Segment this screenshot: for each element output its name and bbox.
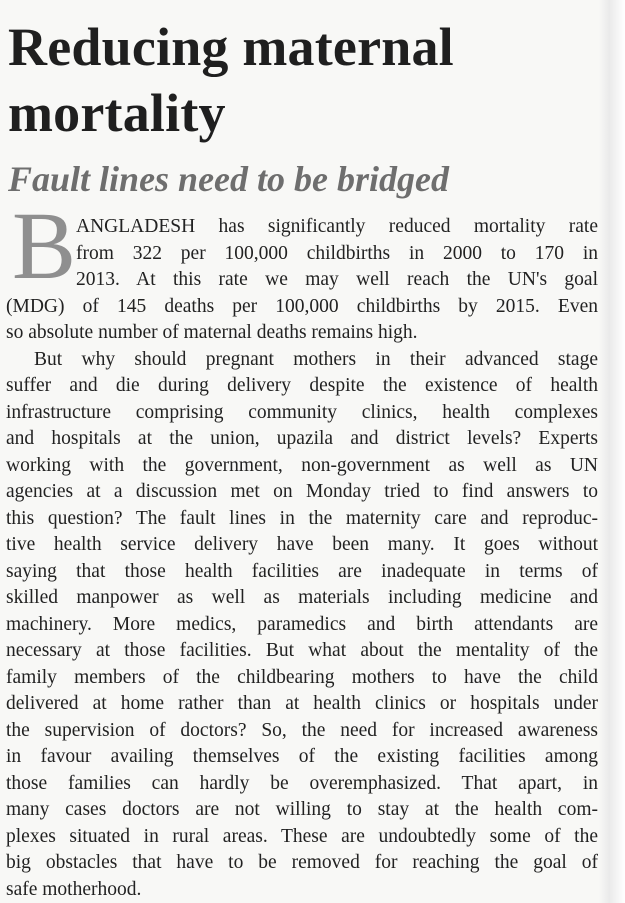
text-line: But why should pregnant mothers in their advanced stage: [34, 348, 598, 370]
text-line: the supervision of doctors? So, the need for increased awareness: [6, 719, 598, 741]
headline-line-1: Reducing maternal: [8, 17, 454, 77]
drop-cap: B: [12, 192, 77, 299]
page-edge: [599, 0, 625, 903]
paragraph-2: [6, 347, 598, 903]
text-line: plexes situated in rural areas. These are undoubtedly some of the: [6, 825, 598, 847]
text-line: working with the government, non-government as well as UN: [6, 454, 598, 476]
subheadline: Fault lines need to be bridged: [8, 159, 449, 199]
text-line: so absolute number of maternal deaths remains high.: [6, 322, 418, 343]
article-body: [6, 214, 598, 903]
text-line: tive health service delivery have been many. It goes without: [6, 534, 598, 555]
paragraph-1: [6, 214, 598, 347]
text-line: necessary at those facilities. But what about the mentality of the: [6, 640, 598, 661]
text-line: family members of the childbearing mothers to have the child: [6, 666, 598, 688]
text-line: (MDG) of 145 deaths per 100,000 childbirths by 2015. Even: [6, 295, 598, 317]
text-line: skilled manpower as well as materials including medicine and: [6, 587, 598, 608]
text-line: 2013. At this rate we may well reach the UN's goal: [76, 269, 598, 290]
text-line: safe motherhood.: [6, 878, 142, 900]
text-line: in favour availing themselves of the existing facilities among: [6, 746, 598, 767]
text-line: suffer and die during delivery despite the existence of health: [6, 375, 598, 396]
text-line: ANGLADESH has significantly reduced mortality rate: [76, 216, 598, 237]
text-line: many cases doctors are not willing to stay at the health com-: [6, 799, 598, 820]
text-line: saying that those health facilities are inadequate in terms of: [6, 560, 598, 582]
text-line: big obstacles that have to be removed for reaching the goal of: [6, 852, 598, 873]
headline-line-2: mortality: [8, 83, 226, 143]
text-line: this question? The fault lines in the maternity care and reproduc-: [6, 507, 598, 529]
text-line: infrastructure comprising community clinics, health complexes: [6, 401, 598, 423]
text-line: machinery. More medics, paramedics and birth attendants are: [6, 613, 598, 635]
text-line: from 322 per 100,000 childbirths in 2000 to 170 in: [76, 242, 598, 264]
text-line: those families can hardly be overemphasized. That apart, in: [6, 772, 598, 794]
headline: [8, 14, 600, 146]
article: [6, 0, 598, 903]
text-line: agencies at a discussion met on Monday tried to find answers to: [6, 481, 598, 502]
text-line: delivered at home rather than at health clinics or hospitals under: [6, 693, 598, 714]
text-line: and hospitals at the union, upazila and district levels? Experts: [6, 428, 598, 449]
